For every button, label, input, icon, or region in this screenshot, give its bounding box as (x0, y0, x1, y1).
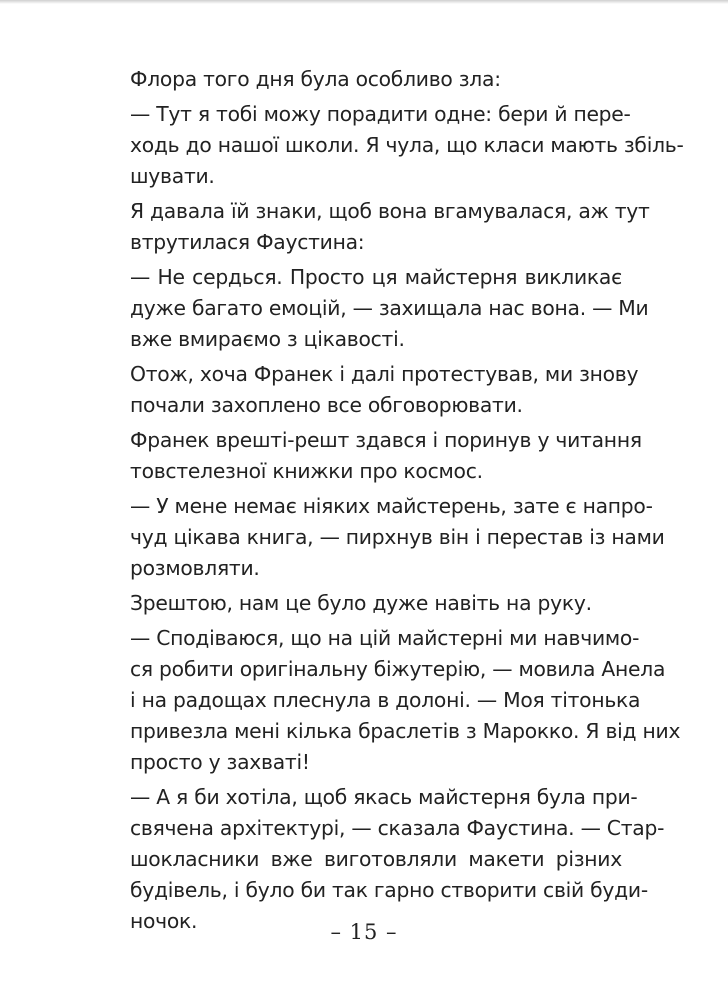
text-line: шувати. (130, 164, 215, 188)
paragraph (100, 588, 622, 619)
text-line: ночок. (130, 909, 198, 933)
page-number: – 15 – (330, 920, 398, 944)
text-line: — А я би хотіла, щоб якась майстерня була при- (130, 785, 638, 809)
text-line: свячена архітектурі, — сказала Фаустина. — Стар- (130, 816, 665, 840)
text-line: — Сподіваюся, що на цій майстерні ми навчимо- (130, 626, 640, 650)
text-line: ся робити оригінальну біжутерію, — мовила Анела (130, 657, 666, 681)
text-line: товстелезної книжки про космос. (130, 459, 483, 483)
paragraph (100, 359, 639, 421)
paragraph (100, 782, 665, 937)
text-line: будівель, і було би так гарно створити свій буди- (130, 878, 648, 902)
text-line: Я давала їй знаки, щоб вона вгамувалася, аж тут (130, 199, 650, 223)
paragraph (100, 64, 622, 95)
paragraph (100, 425, 642, 487)
paragraph (100, 491, 665, 584)
book-page-text (100, 64, 684, 941)
text-line: чуд цікава книга, — пирхнув він і перестав із нами (130, 525, 665, 549)
text-line: — Не сердься. Просто ця майстерня викликає (130, 265, 622, 289)
text-line: — У мене немає ніяких майстерень, зате є напро- (130, 494, 653, 518)
paragraph (100, 623, 681, 778)
text-line: — Тут я тобі можу порадити одне: бери й пере- (130, 102, 631, 126)
text-line: втрутилася Фаустина: (130, 230, 365, 254)
text-line: просто у захваті! (130, 750, 310, 774)
paragraph (100, 196, 650, 258)
text-line: вже вмираємо з цікавості. (130, 327, 405, 351)
text-line: шокласники вже виготовляли макети різних (130, 847, 622, 871)
text-line: Франек врешті-решт здався і поринув у читання (130, 428, 642, 452)
text-line: почали захоплено все обговорювати. (130, 393, 523, 417)
text-line: Зрештою, нам це було дуже навіть на руку. (130, 591, 592, 615)
paragraph (100, 99, 684, 192)
paragraph (100, 262, 649, 355)
text-line: і на радощах плеснула в долоні. — Моя тітонька (130, 688, 641, 712)
text-line: ходь до нашої школи. Я чула, що класи мають збіль- (130, 133, 684, 157)
text-line: розмовляти. (130, 556, 260, 580)
page-top-edge (0, 0, 728, 4)
text-line: Отож, хоча Франек і далі протестував, ми знову (130, 362, 639, 386)
text-line: Флора того дня була особливо зла: (130, 67, 501, 91)
text-line: привезла мені кілька браслетів з Марокко. Я від них (130, 719, 681, 743)
text-line: дуже багато емоцій, — захищала нас вона. — Ми (130, 296, 649, 320)
